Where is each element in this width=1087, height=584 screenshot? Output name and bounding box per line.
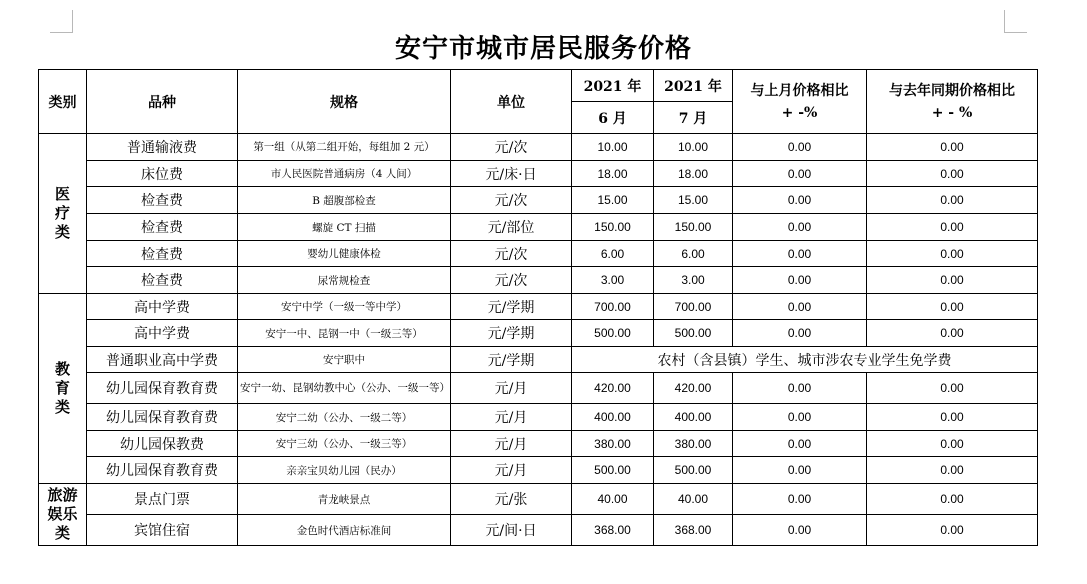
header-item: 品种 [87, 70, 238, 134]
item-name: 幼儿园保育教育费 [87, 404, 238, 431]
item-name: 检查费 [87, 267, 238, 294]
item-spec: 安宁一幼、昆钢幼教中心（公办、一级一等） [238, 373, 451, 404]
table-row [39, 267, 1038, 294]
change-vs-last-year: 0.00 [867, 515, 1038, 546]
item-unit: 元/间·日 [451, 515, 572, 546]
price-july: 150.00 [654, 214, 733, 241]
change-vs-last-year: 0.00 [867, 320, 1038, 347]
item-spec: 市人民医院普通病房（4 人间） [238, 161, 451, 187]
table-row [39, 347, 1038, 373]
item-name: 幼儿园保育教育费 [87, 457, 238, 484]
table-row [39, 187, 1038, 214]
price-july: 40.00 [654, 484, 733, 515]
category-medical [39, 134, 87, 294]
item-unit: 元/次 [451, 267, 572, 294]
item-spec: 青龙峡景点 [238, 484, 451, 515]
category-char: 育 [54, 379, 70, 397]
category-char: 疗 [54, 204, 70, 222]
header-june-year: 2021 年 [572, 70, 654, 102]
change-vs-last-month: 0.00 [733, 214, 867, 241]
change-vs-last-year: 0.00 [867, 294, 1038, 320]
table-row [39, 320, 1038, 347]
item-spec: 螺旋 CT 扫描 [238, 214, 451, 241]
price-june: 400.00 [572, 404, 654, 431]
change-vs-last-year: 0.00 [867, 214, 1038, 241]
change-vs-last-month: 0.00 [733, 373, 867, 404]
header-yoy-sub: + - % [931, 104, 973, 121]
category-char: 类 [54, 524, 70, 542]
item-spec: 亲亲宝贝幼儿园（民办） [238, 457, 451, 484]
price-june: 380.00 [572, 431, 654, 457]
table-row [39, 404, 1038, 431]
table-row [39, 515, 1038, 546]
category-char: 旅游 [47, 486, 78, 504]
header-mom [733, 70, 867, 134]
item-unit: 元/月 [451, 404, 572, 431]
price-june: 500.00 [572, 320, 654, 347]
table-row [39, 161, 1038, 187]
category-education [39, 294, 87, 484]
change-vs-last-year: 0.00 [867, 187, 1038, 214]
header-june-month: 6 月 [572, 102, 654, 134]
item-spec: 金色时代酒店标准间 [238, 515, 451, 546]
item-spec: B 超腹部检查 [238, 187, 451, 214]
item-spec: 安宁一中、昆钢一中（一级三等） [238, 320, 451, 347]
price-june: 368.00 [572, 515, 654, 546]
item-unit: 元/月 [451, 431, 572, 457]
item-unit: 元/张 [451, 484, 572, 515]
change-vs-last-year: 0.00 [867, 457, 1038, 484]
table-row [39, 294, 1038, 320]
free-tuition-note: 农村（含县镇）学生、城市涉农专业学生免学费 [572, 347, 1038, 373]
change-vs-last-month: 0.00 [733, 431, 867, 457]
table-row [39, 457, 1038, 484]
change-vs-last-month: 0.00 [733, 320, 867, 347]
item-spec: 安宁三幼（公办、一级三等） [238, 431, 451, 457]
change-vs-last-month: 0.00 [733, 134, 867, 161]
category-char: 教 [54, 360, 70, 378]
header-category: 类别 [39, 70, 87, 134]
item-spec: 安宁二幼（公办、一级二等） [238, 404, 451, 431]
item-unit: 元/月 [451, 457, 572, 484]
item-spec: 尿常规检查 [238, 267, 451, 294]
item-name: 景点门票 [87, 484, 238, 515]
item-name: 高中学费 [87, 294, 238, 320]
change-vs-last-month: 0.00 [733, 161, 867, 187]
change-vs-last-month: 0.00 [733, 241, 867, 267]
price-table [38, 69, 1038, 546]
item-spec: 安宁职中 [238, 347, 451, 373]
item-name: 普通职业高中学费 [87, 347, 238, 373]
price-july: 368.00 [654, 515, 733, 546]
change-vs-last-month: 0.00 [733, 515, 867, 546]
price-july: 10.00 [654, 134, 733, 161]
change-vs-last-year: 0.00 [867, 241, 1038, 267]
price-june: 15.00 [572, 187, 654, 214]
price-july: 3.00 [654, 267, 733, 294]
item-name: 幼儿园保教费 [87, 431, 238, 457]
price-july: 15.00 [654, 187, 733, 214]
price-june: 10.00 [572, 134, 654, 161]
category-char: 类 [54, 223, 70, 241]
table-row [39, 241, 1038, 267]
item-spec: 婴幼儿健康体检 [238, 241, 451, 267]
price-june: 420.00 [572, 373, 654, 404]
price-july: 700.00 [654, 294, 733, 320]
item-name: 检查费 [87, 187, 238, 214]
change-vs-last-month: 0.00 [733, 267, 867, 294]
header-july-month: 7 月 [654, 102, 733, 134]
price-june: 6.00 [572, 241, 654, 267]
price-june: 18.00 [572, 161, 654, 187]
item-name: 宾馆住宿 [87, 515, 238, 546]
change-vs-last-month: 0.00 [733, 484, 867, 515]
header-mom-label: 与上月价格相比 [750, 82, 849, 99]
change-vs-last-year: 0.00 [867, 404, 1038, 431]
price-july: 380.00 [654, 431, 733, 457]
change-vs-last-year: 0.00 [867, 134, 1038, 161]
change-vs-last-year: 0.00 [867, 161, 1038, 187]
header-yoy-label: 与去年同期价格相比 [889, 82, 1015, 99]
price-july: 500.00 [654, 320, 733, 347]
table-row [39, 373, 1038, 404]
price-june: 40.00 [572, 484, 654, 515]
price-june: 150.00 [572, 214, 654, 241]
document-title: 安宁市城市居民服务价格 [394, 34, 692, 64]
table-row [39, 134, 1038, 161]
price-july: 500.00 [654, 457, 733, 484]
item-unit: 元/学期 [451, 347, 572, 373]
header-row-1 [39, 70, 1038, 102]
change-vs-last-year: 0.00 [867, 267, 1038, 294]
item-unit: 元/部位 [451, 214, 572, 241]
item-name: 床位费 [87, 161, 238, 187]
category-char: 类 [54, 398, 70, 416]
change-vs-last-year: 0.00 [867, 431, 1038, 457]
header-unit: 单位 [451, 70, 572, 134]
item-name: 检查费 [87, 241, 238, 267]
change-vs-last-month: 0.00 [733, 294, 867, 320]
item-unit: 元/月 [451, 373, 572, 404]
category-char: 娱乐 [47, 505, 78, 523]
price-june: 500.00 [572, 457, 654, 484]
item-spec: 第一组（从第二组开始，每组加 2 元） [238, 134, 451, 161]
change-vs-last-month: 0.00 [733, 187, 867, 214]
change-vs-last-year: 0.00 [867, 484, 1038, 515]
price-july: 420.00 [654, 373, 733, 404]
item-unit: 元/次 [451, 134, 572, 161]
header-mom-sub: + -% [781, 104, 818, 121]
item-spec: 安宁中学（一级一等中学） [238, 294, 451, 320]
item-name: 检查费 [87, 214, 238, 241]
item-unit: 元/次 [451, 187, 572, 214]
price-june: 700.00 [572, 294, 654, 320]
item-name: 普通输液费 [87, 134, 238, 161]
change-vs-last-year: 0.00 [867, 373, 1038, 404]
item-unit: 元/床·日 [451, 161, 572, 187]
item-unit: 元/学期 [451, 294, 572, 320]
category-tourism [39, 484, 87, 546]
table-row [39, 431, 1038, 457]
price-july: 6.00 [654, 241, 733, 267]
item-unit: 元/次 [451, 241, 572, 267]
price-july: 400.00 [654, 404, 733, 431]
item-name: 幼儿园保育教育费 [87, 373, 238, 404]
change-vs-last-month: 0.00 [733, 457, 867, 484]
header-spec: 规格 [238, 70, 451, 134]
price-july: 18.00 [654, 161, 733, 187]
header-yoy [867, 70, 1038, 134]
item-name: 高中学费 [87, 320, 238, 347]
category-char: 医 [54, 185, 70, 203]
item-unit: 元/学期 [451, 320, 572, 347]
table-row [39, 484, 1038, 515]
change-vs-last-month: 0.00 [733, 404, 867, 431]
price-june: 3.00 [572, 267, 654, 294]
header-july-year: 2021 年 [654, 70, 733, 102]
table-row [39, 214, 1038, 241]
